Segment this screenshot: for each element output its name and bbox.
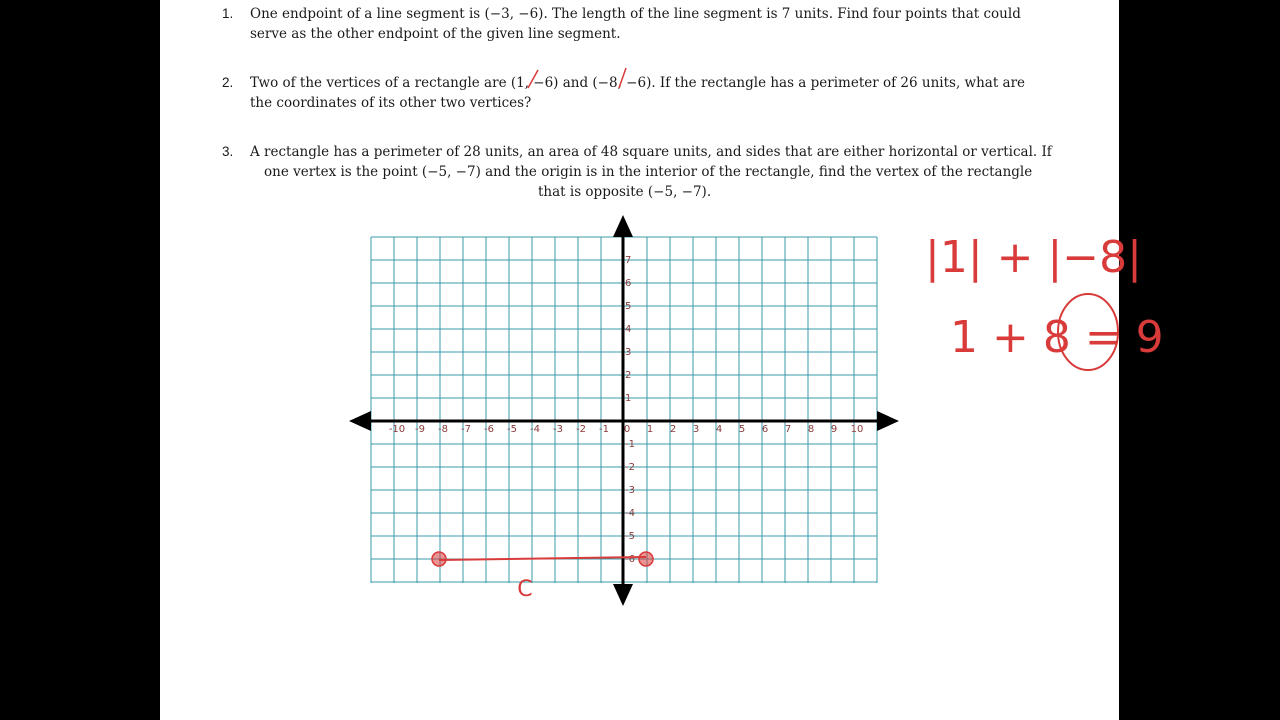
x-tick-label: -5	[507, 424, 517, 435]
x-tick-label: -3	[553, 424, 563, 435]
problem-text-line: the coordinates of its other two vertices?	[250, 95, 532, 111]
problem-number: 3.	[222, 144, 234, 159]
handwritten-line-2: 1 + 8 = 9	[950, 312, 1164, 363]
y-tick-label: -1	[625, 439, 635, 450]
problem-text-line: that is opposite (−5, −7).	[538, 184, 712, 200]
y-tick-label: 7	[625, 255, 632, 266]
y-tick-label: 6	[625, 278, 632, 289]
x-tick-label: 1	[646, 424, 654, 435]
y-tick-label: 4	[625, 324, 632, 335]
handwritten-work	[160, 0, 1164, 720]
x-tick-label: 4	[715, 424, 723, 435]
x-tick-label: -8	[438, 424, 448, 435]
handwritten-line-1: |1| + |−8|	[925, 232, 1142, 283]
x-tick-label: -6	[484, 424, 494, 435]
problem-text-line: one vertex is the point (−5, −7) and the origin is in the interior of the rectangle, find the vertex of the rectangle	[264, 164, 1033, 180]
problem-text-line: Two of the vertices of a rectangle are (1, −6) and (−8, −6). If the rectangle has a perimeter of 26 units, what are	[250, 75, 1026, 91]
y-tick-label: 2	[625, 370, 632, 381]
x-tick-label: -1	[599, 424, 609, 435]
y-tick-label: -5	[625, 531, 635, 542]
y-tick-label: 1	[625, 393, 632, 404]
x-tick-label: 3	[692, 424, 700, 435]
x-tick-label: 9	[830, 424, 838, 435]
x-tick-label: -7	[461, 424, 471, 435]
problem-text-line: A rectangle has a perimeter of 28 units, an area of 48 square units, and sides that are either horizontal or vertical. If	[250, 144, 1052, 160]
problem-number: 2.	[222, 75, 234, 90]
x-tick-label: 10	[850, 424, 864, 435]
y-tick-label: -6	[625, 554, 635, 565]
y-tick-label: 3	[625, 347, 632, 358]
x-tick-label: 6	[761, 424, 769, 435]
y-tick-label: -2	[625, 462, 635, 473]
y-tick-label: -3	[625, 485, 635, 496]
problem-number: 1.	[222, 6, 234, 21]
x-tick-label: 5	[738, 424, 746, 435]
problem-text-line: One endpoint of a line segment is (−3, −6). The length of the line segment is 7 units. Find four points that could	[250, 6, 1021, 22]
worksheet-page	[160, 0, 1164, 720]
x-tick-label: -2	[576, 424, 586, 435]
x-tick-label: -9	[415, 424, 425, 435]
x-tick-label: -10	[388, 424, 406, 435]
segment-label: C	[517, 576, 533, 602]
x-tick-label: 7	[784, 424, 792, 435]
x-tick-label: 0	[623, 424, 631, 435]
x-tick-label: 8	[807, 424, 815, 435]
y-tick-label: 5	[625, 301, 632, 312]
x-tick-label: 2	[669, 424, 677, 435]
x-tick-label: -4	[530, 424, 540, 435]
problem-text-line: serve as the other endpoint of the given line segment.	[250, 26, 621, 42]
y-tick-label: -4	[625, 508, 635, 519]
